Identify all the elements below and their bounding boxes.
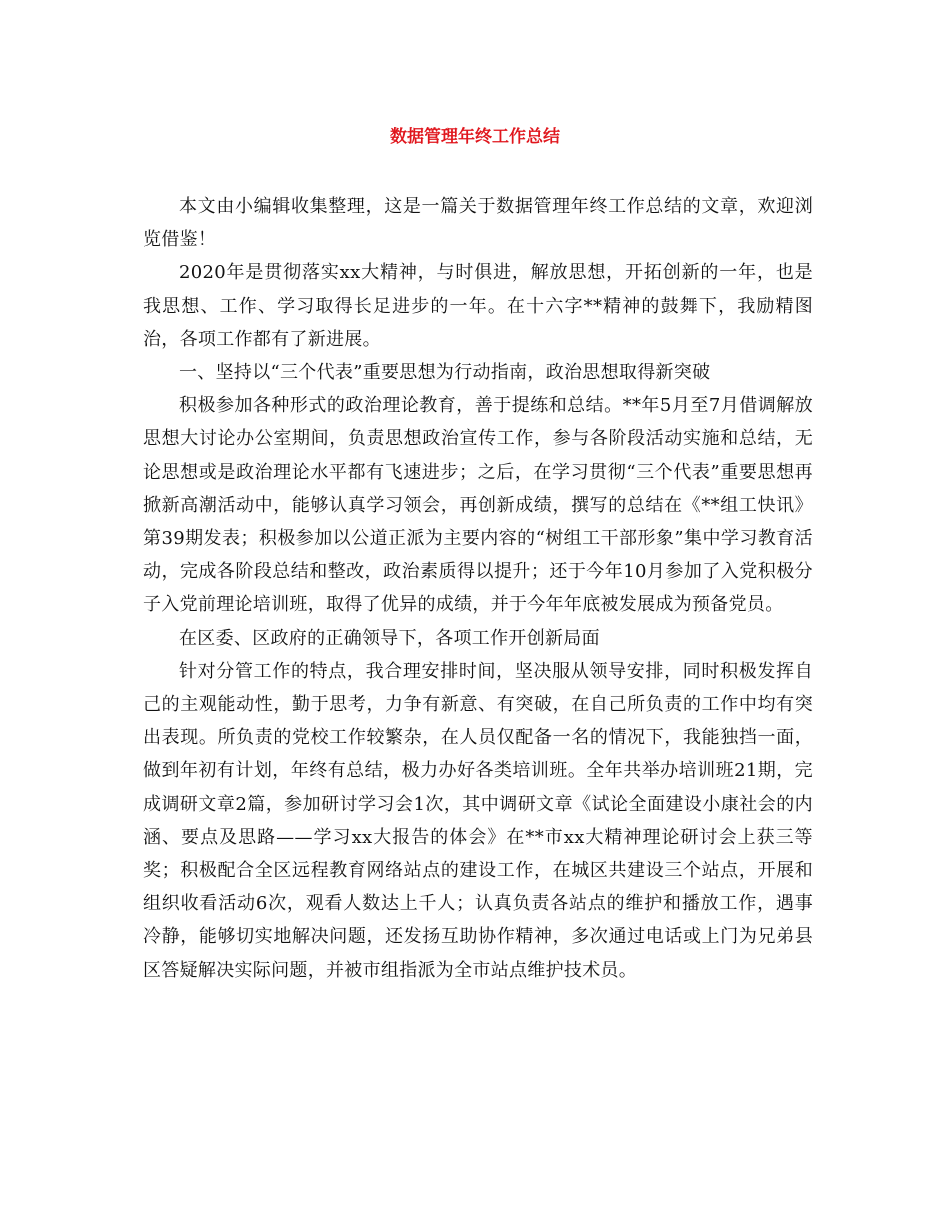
- document-body: [143, 190, 813, 987]
- section-heading-2: 在区委、区政府的正确领导下，各项工作开创新局面: [179, 627, 600, 649]
- paragraph-intro: 本文由小编辑收集整理，这是一篇关于数据管理年终工作总结的文章，欢迎浏览借鉴！: [143, 196, 813, 251]
- paragraph-political-study: 积极参加各种形式的政治理论教育，善于提练和总结。**年5月至7月借调解放思想大讨论办公室期间，负责思想政治宣传工作，参与各阶段活动实施和总结，无论思想或是政治理论水平都有飞速进步；之后，在学习贯彻“三个代表”重要思想再掀新高潮活动中，能够认真学习领会，再创新成绩，撰写的总结在《**组工快讯》第39期发表；积极参加以公道正派为主要内容的“树组工干部形象”集中学习教育活动，完成各阶段总结和整改，政治素质得以提升；还于今年10月参加了入党积极分子入党前理论培训班，取得了优异的成绩，并于今年年底被发展成为预备党员。: [143, 395, 813, 616]
- document-title: 数据管理年终工作总结: [390, 127, 560, 147]
- section-heading-1: 一、坚持以“三个代表”重要思想为行动指南，政治思想取得新突破: [179, 362, 711, 384]
- paragraph-work-achievements: 针对分管工作的特点，我合理安排时间，坚决服从领导安排，同时积极发挥自己的主观能动性，勤于思考，力争有新意、有突破，在自己所负责的工作中均有突出表现。所负责的党校工作较繁杂，在人员仅配备一名的情况下，我能独挡一面，做到年初有计划，年终有总结，极力办好各类培训班。全年共举办培训班21期，完成调研文章2篇，参加研讨学习会1次，其中调研文章《试论全面建设小康社会的内涵、要点及思路——学习xx大报告的体会》在**市xx大精神理论研讨会上获三等奖；积极配合全区远程教育网络站点的建设工作，在城区共建设三个站点，开展和组织收看活动6次，观看人数达上千人；认真负责各站点的维护和播放工作，遇事冷静，能够切实地解决问题，还发扬互助协作精神，多次通过电话或上门为兄弟县区答疑解决实际问题，并被市组指派为全市站点维护技术员。: [143, 660, 813, 981]
- paragraph-overview: 2020年是贯彻落实xx大精神，与时俱进，解放思想，开拓创新的一年，也是我思想、工作、学习取得长足进步的一年。在十六字**精神的鼓舞下，我励精图治，各项工作都有了新进展。: [143, 262, 813, 350]
